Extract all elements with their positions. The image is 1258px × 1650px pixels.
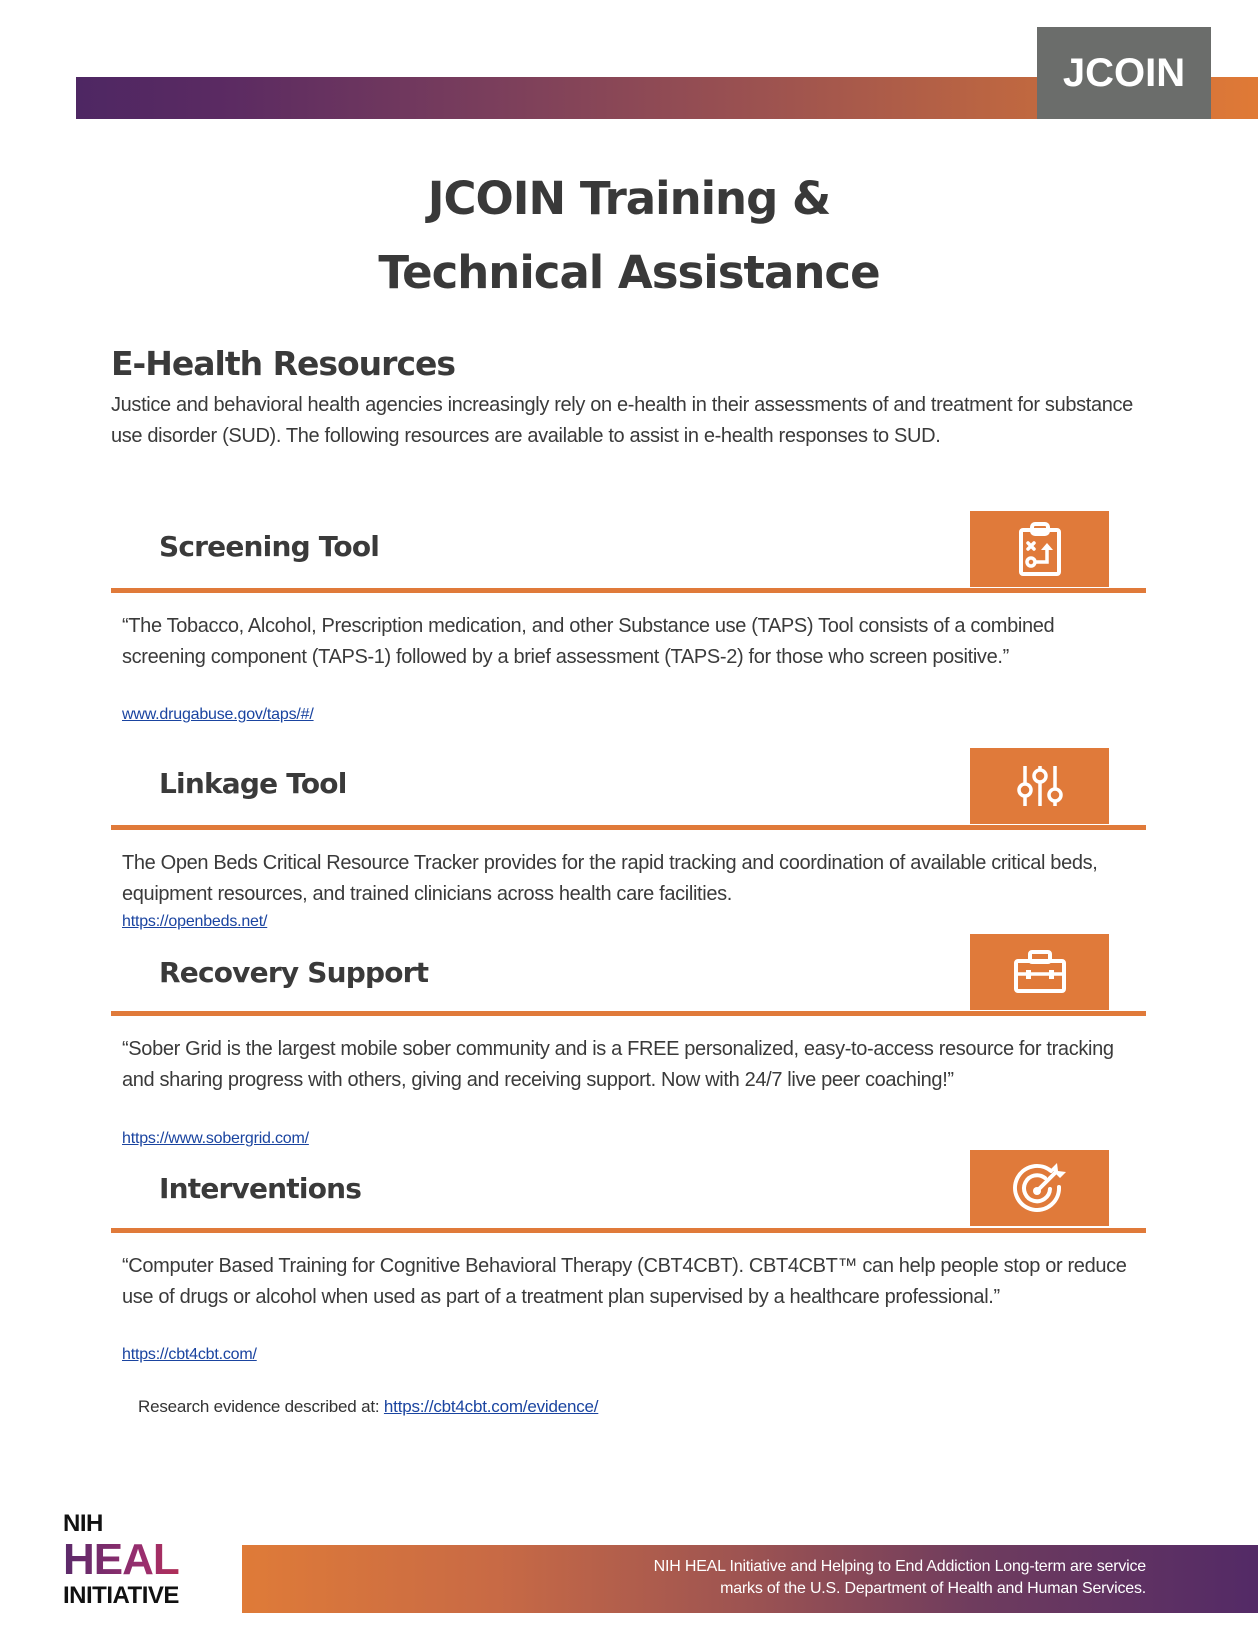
nih-heal-logo	[63, 1512, 223, 1608]
resource-link[interactable]: www.drugabuse.gov/taps/#/	[122, 706, 314, 723]
logo-initiative-text: INITIATIVE	[63, 1582, 179, 1609]
target-icon	[1011, 1161, 1069, 1215]
resource-link[interactable]: https://openbeds.net/	[122, 913, 268, 930]
intro-paragraph: Justice and behavioral health agencies increasingly rely on e-health in their assessments of and treatment for substance use disorder (SUD). The following resources are available to assist in e-health responses to SUD.	[111, 394, 1133, 447]
service-mark-notice	[654, 1556, 1146, 1600]
sliders-icon	[1017, 762, 1063, 810]
resource-icon-box	[970, 934, 1109, 1010]
footer-gradient-bar	[242, 1545, 1258, 1613]
page-title	[0, 162, 1258, 310]
evidence-label: Research evidence described at:	[138, 1397, 384, 1416]
resource-description: The Open Beds Critical Resource Tracker provides for the rapid tracking and coordination of available critical beds, equipment resources, and trained clinicians across health care facilities.	[122, 852, 1098, 905]
clipboard-strategy-icon	[1016, 521, 1064, 577]
evidence-link[interactable]: https://cbt4cbt.com/evidence/	[383, 1397, 599, 1416]
resource-description: “Computer Based Training for Cognitive Behavioral Therapy (CBT4CBT). CBT4CBT™ can help people stop or reduce use of drugs or alcohol when used as part of a treatment plan supervised by a healthcare professional.”	[122, 1255, 1127, 1308]
resource-description: “Sober Grid is the largest mobile sober community and is a FREE personalized, easy-to-access resource for tracking and sharing progress with others, giving and receiving support. Now with 24/7 live peer coaching!”	[122, 1038, 1114, 1091]
resource-link[interactable]: https://www.sobergrid.com/	[122, 1130, 309, 1147]
resource-description: “The Tobacco, Alcohol, Prescription medication, and other Substance use (TAPS) Tool consists of a combined screening component (TAPS-1) followed by a brief assessment (TAPS-2) for those who screen positive.”	[122, 615, 1055, 668]
resource-title: Recovery Support	[159, 956, 429, 989]
resource-icon-box	[970, 748, 1109, 824]
logo-heal-text: HEAL	[63, 1538, 223, 1582]
resource-divider	[111, 1011, 1146, 1016]
jcoin-logo: JCOIN	[1037, 27, 1211, 119]
resource-divider	[111, 825, 1146, 830]
evidence-note	[138, 1397, 598, 1417]
resource-divider	[111, 588, 1146, 593]
page-title-line1: JCOIN Training &	[427, 172, 831, 225]
page-title-line2: Technical Assistance	[378, 246, 880, 299]
notice-line1: NIH HEAL Initiative and Helping to End Addiction Long-term are service	[653, 1558, 1146, 1575]
resource-divider	[111, 1228, 1146, 1233]
resource-icon-box	[970, 511, 1109, 587]
resource-link[interactable]: https://cbt4cbt.com/	[122, 1346, 257, 1363]
section-heading: E-Health Resources	[111, 344, 456, 383]
logo-nih-text: NIH	[63, 1510, 103, 1537]
resource-title: Linkage Tool	[159, 767, 347, 800]
notice-line2: marks of the U.S. Department of Health and Human Services.	[720, 1580, 1146, 1597]
resource-title: Screening Tool	[159, 530, 380, 563]
resource-title: Interventions	[159, 1172, 362, 1205]
resource-icon-box	[970, 1150, 1109, 1226]
toolbox-icon	[1012, 949, 1068, 995]
